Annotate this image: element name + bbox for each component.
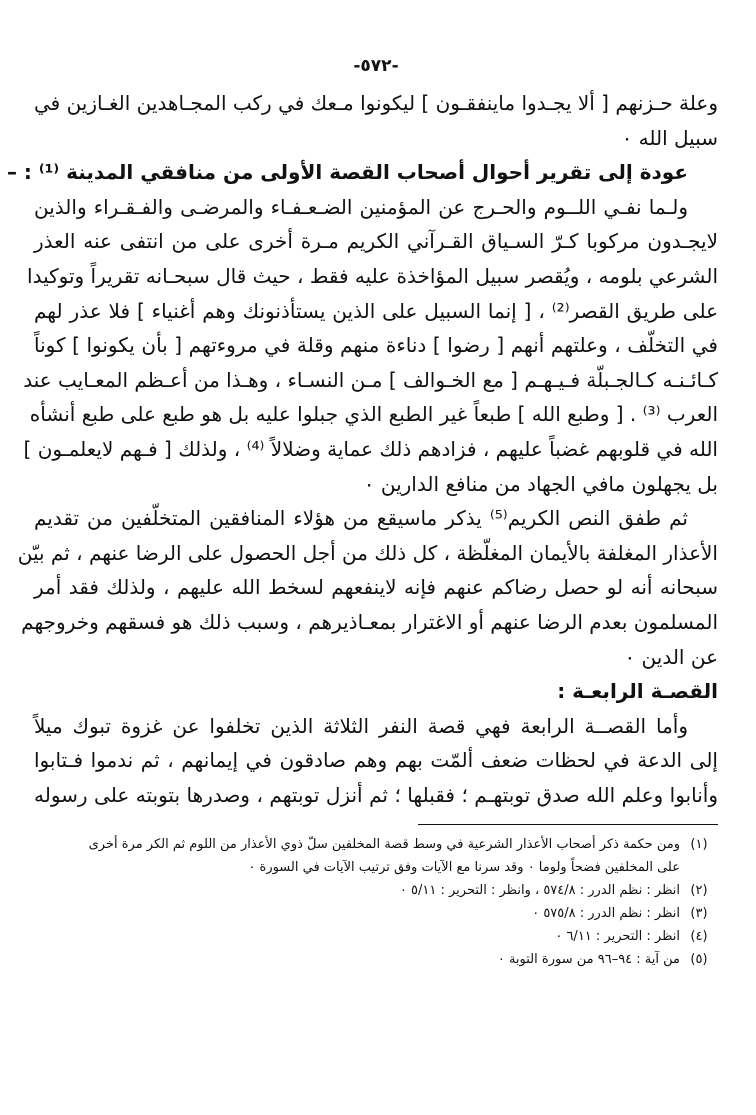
- text-line: الشرعي بلومه ، ويُقصر سبيل المؤاخذة عليه فقط ، حيث قال سبحـانه تقريراً وتوكيدا: [27, 263, 718, 288]
- footnote-number: (٤): [690, 929, 708, 945]
- footnote-number: (٢): [690, 883, 708, 899]
- footnote-item: [34, 879, 718, 902]
- text-line: إلى الدعة في لحظات ضعف ألمّت بهم وهم صادقون في إيمانهم ، ثم ندموا فـتابوا: [34, 748, 718, 773]
- footnote-number: (٣): [690, 906, 708, 922]
- text-line: سبيل الله ٠: [621, 125, 718, 150]
- footnote-line: على المخلفين فضحاً ولوما ٠ وقد سرنا مع الآيات وفق ترتيب الآيات في السورة ٠: [248, 860, 680, 876]
- footnote-item: [34, 948, 718, 971]
- footnote-number: (١): [690, 837, 708, 853]
- text-line: ثم طفق النص الكريم⁽⁵⁾ يذكر ماسيقع من هؤلاء المنافقين المتخلّفين من تقديم: [34, 506, 689, 531]
- footnote-text: [34, 879, 680, 902]
- text-line: العرب ⁽³⁾ . [ وطبع الله ] طبعاً غير الطبع الذي جبلوا عليه بل هو طبع على طبع أنشأه: [29, 402, 718, 427]
- text-line: سبحانه أنه لو حصل رضاكم عنهم فإنه لاينفعهم لسخط الله عليهم ، ولذلك فقد أمر: [34, 575, 718, 600]
- footnote-text: [34, 902, 680, 925]
- text-line: الله في قلوبهم غضباً عليهم ، فزادهم ذلك عماية وضلالاً ⁽⁴⁾ ، ولذلك [ فـهم لايعلمـون ]: [23, 436, 718, 461]
- footnotes: [34, 833, 718, 971]
- section-intro-line: عودة إلى تقرير أحوال أصحاب القصة الأولى من منافقي المدينة ⁽¹⁾ : –: [6, 160, 688, 185]
- text-line: عن الدين ٠: [624, 644, 718, 669]
- text-line: المسلمون بعدم الرضا عنهم أو الاغترار بمعـاذيرهم ، وسبب ذلك هو فسقهم وخروجهم: [21, 609, 718, 634]
- footnote-line: انظر : نظم الدرر : ٥٧٤/٨ ، وانظر : التحرير : ٥/١١ ٠: [399, 883, 680, 899]
- footnote-number: (٥): [690, 952, 708, 968]
- footnote-line: انظر : التحرير : ٦/١١ ٠: [555, 929, 680, 945]
- text-line: على طريق القصر⁽²⁾ ، [ إنما السبيل على الذين يستأذنونك وهم أغنياء ] فلا عذر لهم: [34, 298, 719, 323]
- footnote-line: انظر : نظم الدرر : ٥٧٥/٨ ٠: [532, 906, 680, 922]
- text-line: في التخلّف ، وعلتهم أنهم [ رضوا ] دناءة منهم وقلة في مروءتهم [ بأن يكونوا ] كوناً: [34, 333, 718, 358]
- footnote-item: [34, 902, 718, 925]
- text-line: لايجـدون مركوبا كـرّ السـياق القـرآني الكريم مـرة أخرى على من انتفى عنه العذر: [34, 229, 718, 254]
- footnote-text: [34, 833, 680, 879]
- text-line: وأنابوا وعلم الله صدق توبتهـم ؛ فقبلها ؛ ثم أنزل توبتهم ، وصدرها بتوبته على رسوله: [34, 782, 718, 807]
- text-line: الأعذار المغلفة بالأيمان المغلّظة ، كل ذلك من أجل الحصول على الرضا عنهم ، ثم بيّن: [17, 540, 718, 565]
- footnote-item: [34, 925, 718, 948]
- text-line: ولـما نفـي اللــوم والحـرج عن المؤمنين الضـعـفـاء والمرضـى والفـقـراء والذين: [34, 194, 688, 219]
- footnote-text: [34, 948, 680, 971]
- footnote-divider: [418, 824, 718, 825]
- text-line: بل يجهلون مافي الجهاد من منافع الدارين ٠: [363, 471, 718, 496]
- body-text: [6, 86, 719, 812]
- footnote-line: ومن حكمة ذكر أصحاب الأعذار الشرعية في وسط قصة المخلفين سلّ ذوي الأعذار من اللوم ثم الكر مرة أخرى: [88, 837, 680, 853]
- section-heading: القصـة الرابعـة :: [557, 679, 718, 704]
- text-line: وأما القصــة الرابعة فهي قصة النفر الثلاثة الذين تخلفوا عن غزوة تبوك ميلاً: [34, 713, 688, 738]
- text-line: وعلة حـزنهم [ ألا يجـدوا ماينفقـون ] ليكونوا مـعك في ركب المجـاهدين الغـازين في: [33, 91, 718, 115]
- footnote-item: [34, 833, 718, 879]
- page-number: -٥٧٢-: [353, 56, 399, 76]
- footnote-line: من آية : ٩٤–٩٦ من سورة التوبة ٠: [497, 952, 680, 968]
- footnote-text: [34, 925, 680, 948]
- text-line: كـائـنـه كـالجـبلّة فـيـهـم [ مع الخـوالف ] مـن النسـاء ، وهـذا من أعـظم المعـايب عند: [23, 367, 718, 392]
